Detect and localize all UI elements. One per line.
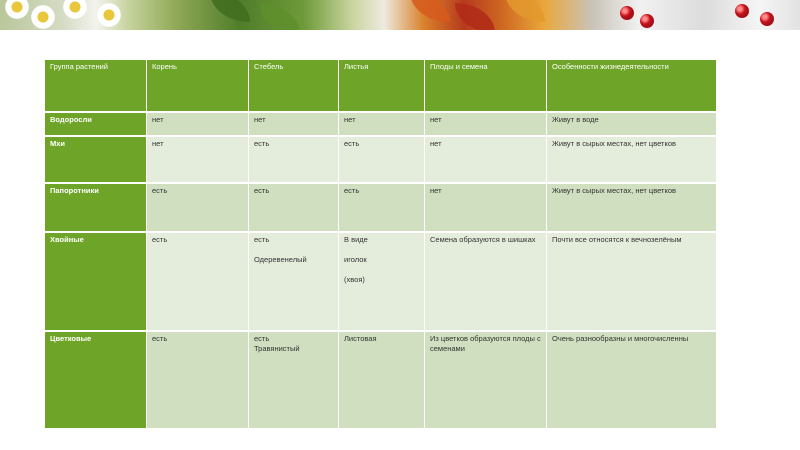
cell-stem-line: нет: [254, 115, 266, 124]
cell-leaves-line: (хвоя): [344, 274, 365, 284]
cell-features: Живут в сырых местах, нет цветков: [547, 136, 716, 182]
cell-root: есть: [147, 232, 248, 330]
autumn-leaf-icon: [455, 3, 495, 30]
column-header-fruits-seeds: Плоды и семена: [425, 60, 546, 111]
cell-root: есть: [147, 183, 248, 231]
cell-leaves: [339, 183, 424, 231]
row-header-flowering: Цветковые: [45, 331, 146, 428]
cell-root: есть: [147, 331, 248, 428]
cell-stem-line: есть: [254, 186, 270, 195]
cell-stem-line: есть: [254, 334, 270, 343]
cell-leaves: [339, 331, 424, 428]
column-header-leaves: Листья: [339, 60, 424, 111]
column-header-stem: Стебель: [249, 60, 338, 111]
column-header-plant-group: Группа растений: [45, 60, 146, 111]
red-berry-icon: [640, 14, 654, 28]
cell-stem: [249, 331, 338, 428]
cell-features: Очень разнообразны и многочисленны: [547, 331, 716, 428]
cell-leaves-line: иголок: [344, 254, 367, 264]
cell-stem: [249, 232, 338, 330]
table-row: [45, 112, 716, 135]
cell-leaves-line: В виде: [344, 235, 368, 244]
cell-fruits: Из цветков образуются плоды с семенами: [425, 331, 546, 428]
cell-leaves-line: есть: [344, 186, 360, 195]
cell-stem-line: есть: [254, 235, 270, 244]
daisy-flower-icon: [96, 2, 122, 28]
cell-stem: [249, 112, 338, 135]
row-header-mosses: Мхи: [45, 136, 146, 182]
cell-leaves-line: нет: [344, 115, 356, 124]
cell-leaves: [339, 112, 424, 135]
cell-stem-line: Одеревенелый: [254, 254, 307, 264]
table-row: [45, 331, 716, 428]
cell-features: Почти все относятся к вечнозелёным: [547, 232, 716, 330]
cell-leaves-line: Листовая: [344, 334, 377, 343]
cell-stem-line: Травянистый: [254, 343, 300, 353]
table-row: [45, 183, 716, 231]
daisy-flower-icon: [62, 0, 88, 20]
autumn-leaf-icon: [505, 0, 545, 22]
daisy-flower-icon: [30, 4, 56, 30]
row-header-algae: Водоросли: [45, 112, 146, 135]
cell-leaves-line: есть: [344, 139, 360, 148]
row-header-conifers: Хвойные: [45, 232, 146, 330]
green-leaf-icon: [210, 0, 250, 22]
column-header-life-features: Особенности жизнедеятельности: [547, 60, 716, 111]
table-row: [45, 232, 716, 330]
cell-fruits: Семена образуются в шишках: [425, 232, 546, 330]
table-header-row: [45, 60, 716, 111]
daisy-flower-icon: [4, 0, 30, 20]
cell-stem: [249, 136, 338, 182]
cell-fruits: нет: [425, 183, 546, 231]
cell-leaves: [339, 136, 424, 182]
decorative-banner: [0, 0, 800, 30]
red-berry-icon: [760, 12, 774, 26]
cell-features: Живут в сырых местах, нет цветков: [547, 183, 716, 231]
red-berry-icon: [735, 4, 749, 18]
cell-fruits: нет: [425, 136, 546, 182]
cell-root: нет: [147, 136, 248, 182]
column-header-root: Корень: [147, 60, 248, 111]
cell-fruits: нет: [425, 112, 546, 135]
cell-leaves: [339, 232, 424, 330]
plant-groups-table: [44, 59, 717, 429]
cell-features: Живут в воде: [547, 112, 716, 135]
green-leaf-icon: [260, 4, 300, 30]
cell-root: нет: [147, 112, 248, 135]
cell-stem: [249, 183, 338, 231]
row-header-ferns: Папоротники: [45, 183, 146, 231]
autumn-leaf-icon: [410, 0, 450, 22]
red-berry-icon: [620, 6, 634, 20]
table-row: [45, 136, 716, 182]
cell-stem-line: есть: [254, 139, 270, 148]
